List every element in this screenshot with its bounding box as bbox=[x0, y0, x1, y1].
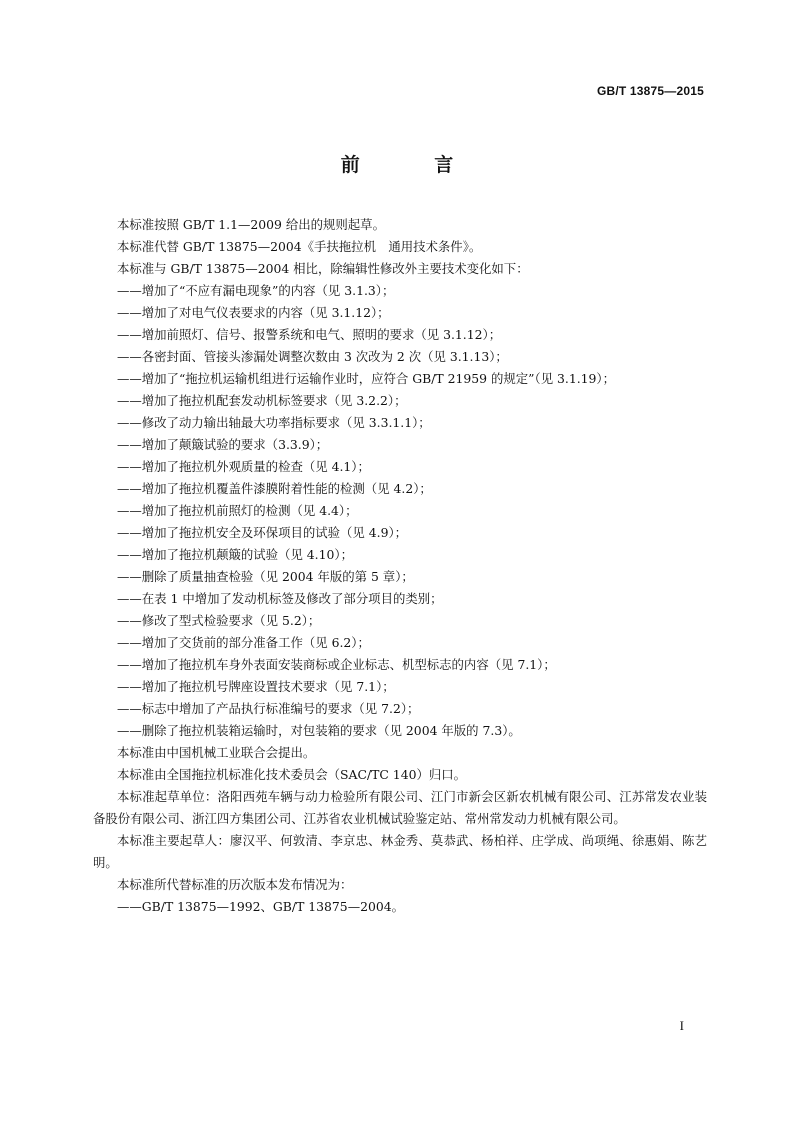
change-item: ——增加了“拖拉机运输机组进行运输作业时，应符合 GB/T 21959 的规定”（见 3.1.19）； bbox=[117, 371, 616, 386]
page-title: 前 言 bbox=[340, 154, 488, 176]
change-item: ——增加了颠簸试验的要求（3.3.9）； bbox=[117, 437, 329, 452]
change-item: ——增加了拖拉机前照灯的检测（见 4.4）； bbox=[117, 503, 358, 518]
paragraph-proposed-by: 本标准由中国机械工业联合会提出。 bbox=[117, 745, 316, 760]
change-item: ——修改了型式检验要求（见 5.2）； bbox=[117, 613, 321, 628]
change-item: ——增加了“不应有漏电现象”的内容（见 3.1.3）； bbox=[117, 283, 395, 298]
history-item: ——GB/T 13875—1992、GB/T 13875—2004。 bbox=[117, 899, 405, 914]
change-item: ——在表 1 中增加了发动机标签及修改了部分项目的类别； bbox=[117, 591, 443, 606]
paragraph-drafting-units: 本标准起草单位：洛阳西苑车辆与动力检验所有限公司、江门市新会区新农机械有限公司、江苏常发农业装备股份有限公司、浙江四方集团公司、江苏省农业机械试验鉴定站、常州常发动力机械有限公司。 bbox=[93, 789, 707, 826]
paragraph-history-intro: 本标准所代替标准的历次版本发布情况为： bbox=[117, 877, 353, 892]
paragraph-managed-by: 本标准由全国拖拉机标准化技术委员会（SAC/TC 140）归口。 bbox=[117, 767, 467, 782]
change-item: ——修改了动力输出轴最大功率指标要求（见 3.3.1.1）； bbox=[117, 415, 431, 430]
change-item: ——增加了拖拉机覆盖件漆膜附着性能的检测（见 4.2）； bbox=[117, 481, 432, 496]
change-item: ——增加了拖拉机安全及环保项目的试验（见 4.9）； bbox=[117, 525, 408, 540]
paragraph-drafting-rules: 本标准按照 GB/T 1.1—2009 给出的规则起草。 bbox=[117, 217, 385, 232]
change-item: ——删除了质量抽查检验（见 2004 年版的第 5 章）； bbox=[117, 569, 414, 584]
change-item: ——增加了交货前的部分准备工作（见 6.2）； bbox=[117, 635, 370, 650]
foreword-body bbox=[93, 214, 707, 918]
change-item: ——增加了对电气仪表要求的内容（见 3.1.12）； bbox=[117, 305, 390, 320]
change-item: ——增加了拖拉机号牌座设置技术要求（见 7.1）； bbox=[117, 679, 395, 694]
page-number: I bbox=[679, 1018, 684, 1033]
standard-number: GB/T 13875—2015 bbox=[596, 84, 704, 98]
change-item: ——增加了拖拉机外观质量的检查（见 4.1）； bbox=[117, 459, 370, 474]
change-item: ——各密封面、管接头渗漏处调整次数由 3 次改为 2 次（见 3.1.13）； bbox=[117, 349, 508, 364]
change-item: ——增加前照灯、信号、报警系统和电气、照明的要求（见 3.1.12）； bbox=[117, 327, 502, 342]
change-item: ——标志中增加了产品执行标准编号的要求（见 7.2）； bbox=[117, 701, 420, 716]
change-item: ——增加了拖拉机配套发动机标签要求（见 3.2.2）； bbox=[117, 393, 407, 408]
paragraph-drafters: 本标准主要起草人：廖汉平、何敦清、李京忠、林金秀、莫恭武、杨柏祥、庄学成、尚项绳、徐惠娟、陈艺明。 bbox=[93, 833, 707, 870]
change-item: ——增加了拖拉机颠簸的试验（见 4.10）； bbox=[117, 547, 353, 562]
paragraph-changes-intro: 本标准与 GB/T 13875—2004 相比，除编辑性修改外主要技术变化如下： bbox=[117, 261, 529, 276]
paragraph-replaces: 本标准代替 GB/T 13875—2004《手扶拖拉机 通用技术条件》。 bbox=[117, 239, 482, 254]
change-item: ——增加了拖拉机车身外表面安装商标或企业标志、机型标志的内容（见 7.1）； bbox=[117, 657, 556, 672]
change-item: ——删除了拖拉机装箱运输时，对包装箱的要求（见 2004 年版的 7.3）。 bbox=[117, 723, 521, 738]
